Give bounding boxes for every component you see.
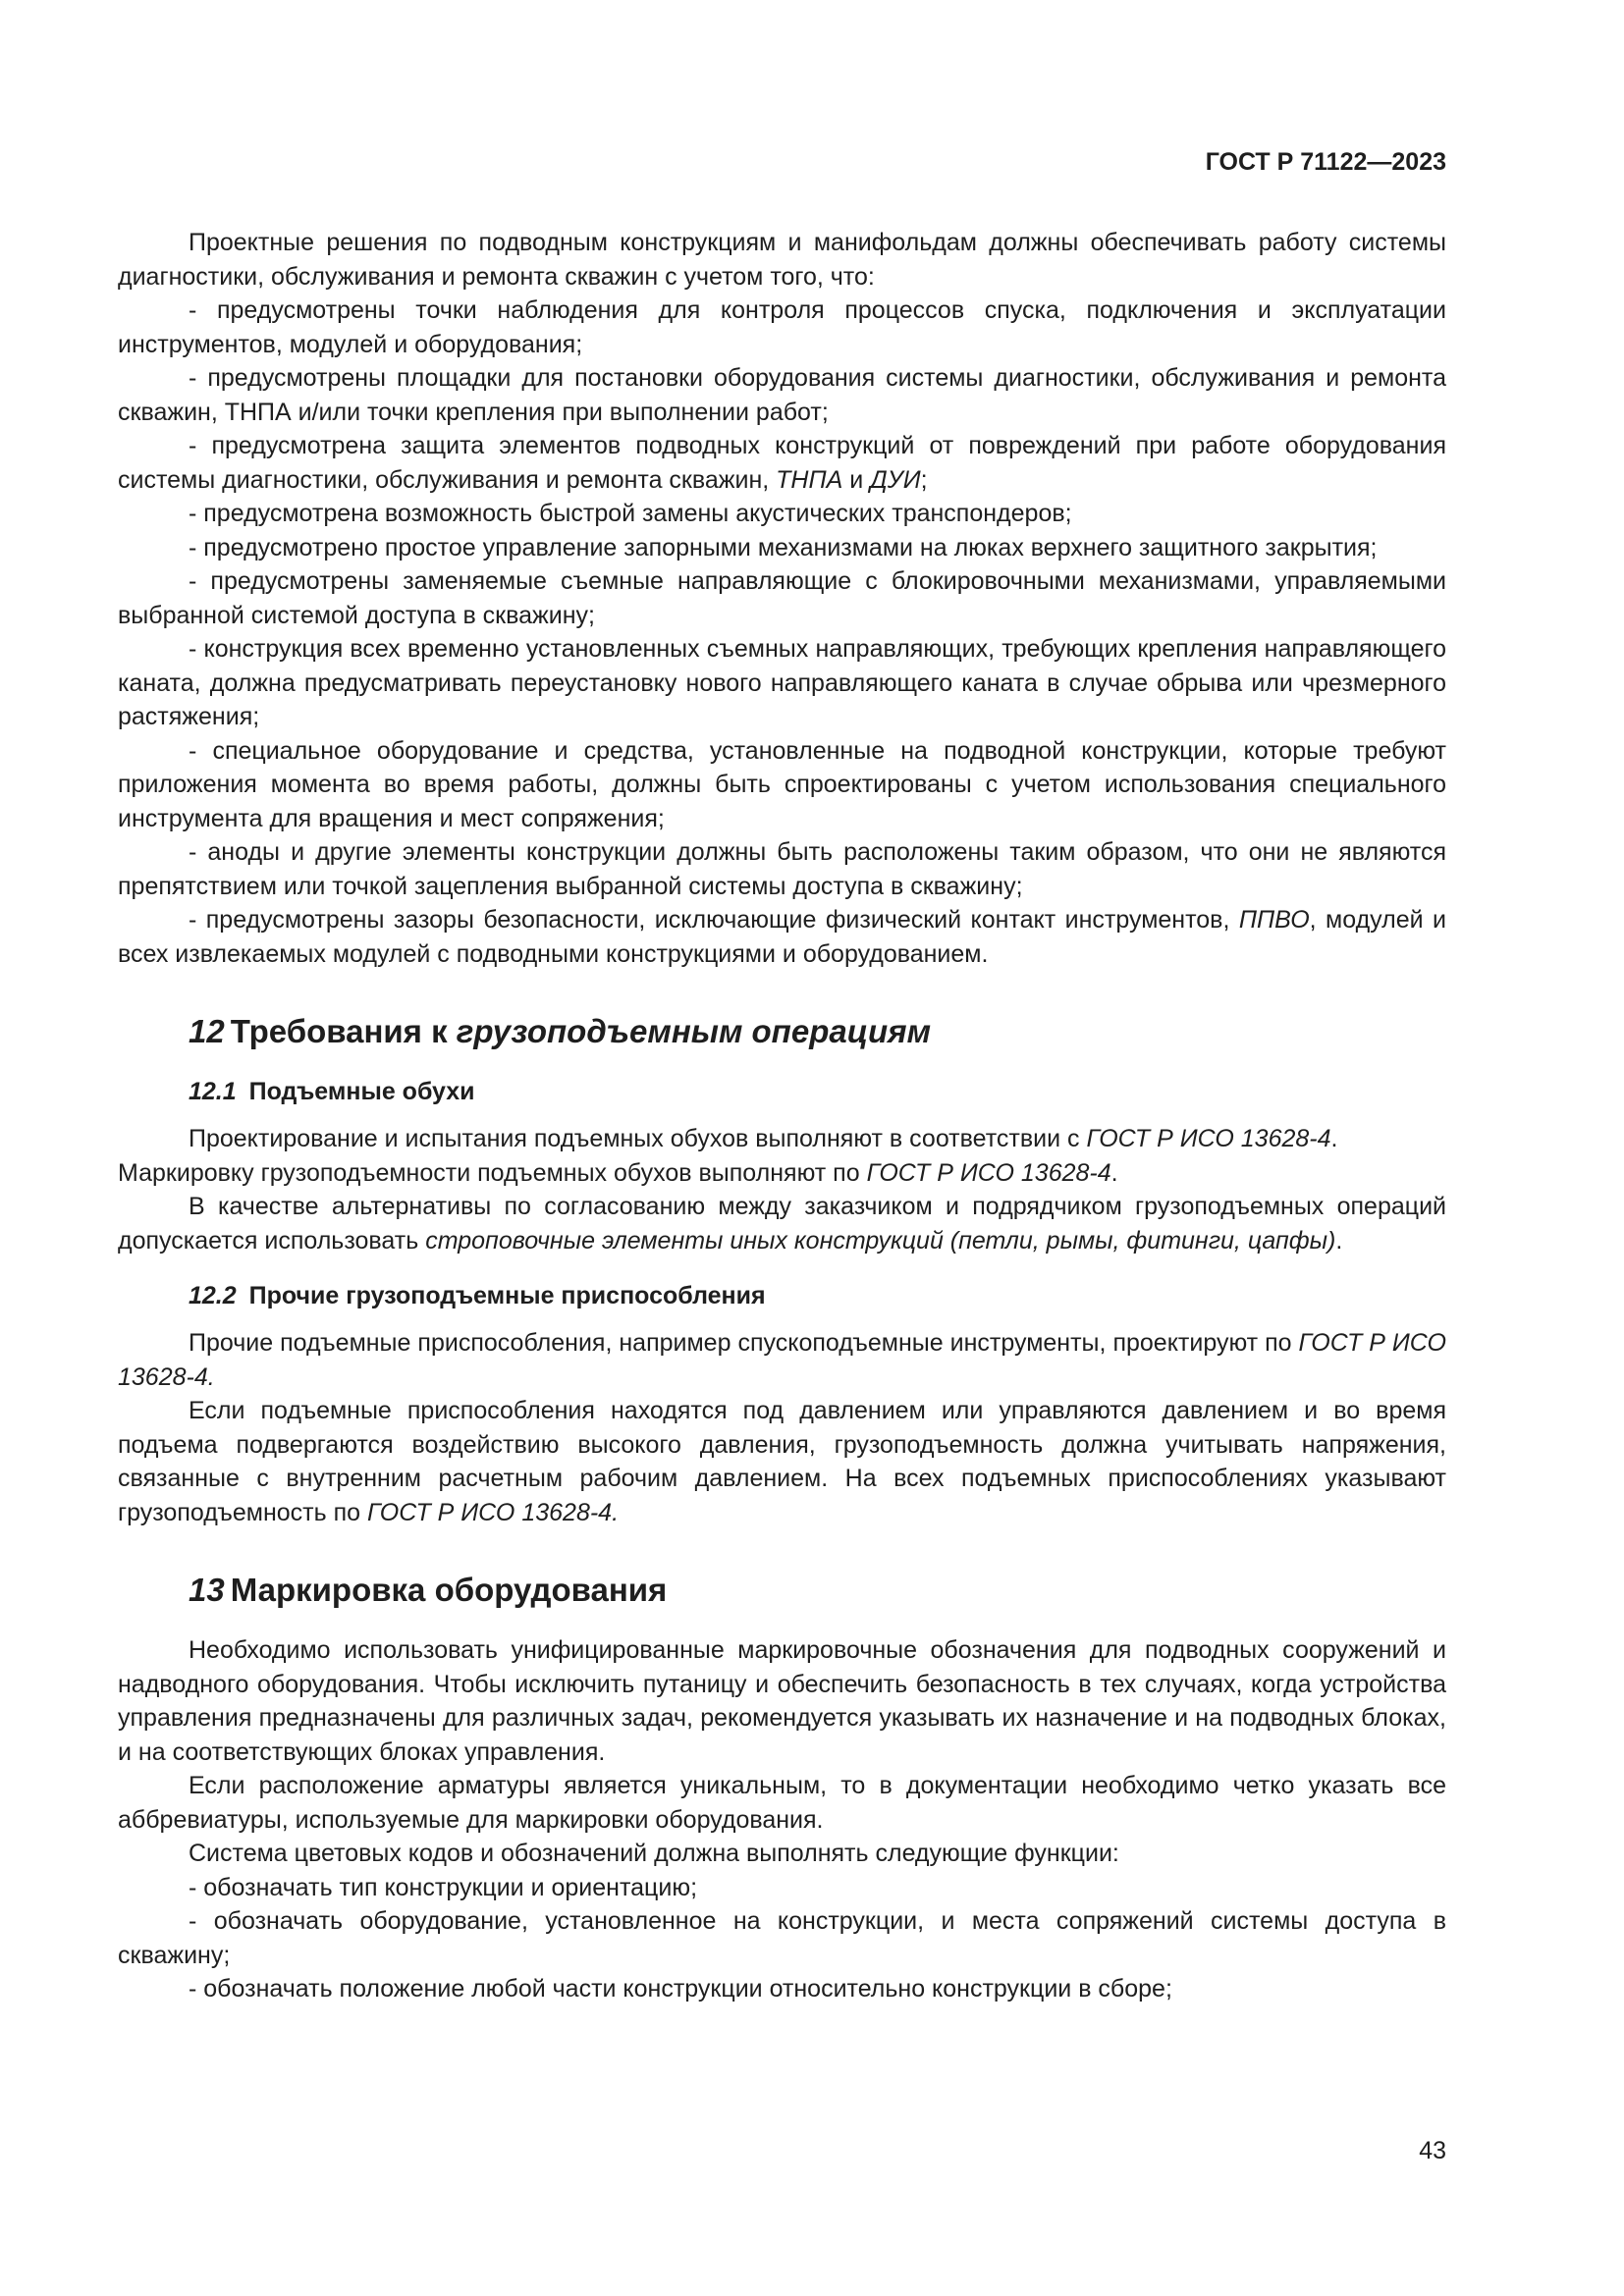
section-title-italic: грузоподъемным операциям: [456, 1013, 932, 1049]
list-item: - специальное оборудование и средства, установленные на подводной конструкции, которые требуют приложения момента во время работы, должны быть спроектированы с учетом использования специального инструмента для вращения и мест сопряжения;: [118, 736, 1446, 832]
subsection-number: 12.2: [189, 1282, 237, 1309]
subsection-12-2-heading: [189, 1279, 1446, 1312]
standard-ref: ГОСТ Р ИСО 13628-4: [1086, 1125, 1331, 1152]
list-item: - аноды и другие элементы конструкции должны быть расположены таким образом, что они не являются препятствием или точкой зацепления выбранной системы доступа в скважину;: [118, 838, 1446, 900]
paragraph: [118, 1326, 1446, 1394]
page-content: [118, 226, 1446, 2006]
subsection-number: 12.1: [189, 1078, 237, 1105]
paragraph: [118, 1394, 1446, 1529]
section-13-heading: [189, 1571, 1446, 1610]
paragraph: Система цветовых кодов и обозначений должна выполнять следующие функции:: [189, 1840, 1119, 1867]
paragraph: Необходимо использовать унифицированные маркировочные обозначения для подводных сооружений и надводного оборудования. Чтобы исключить путаницу и обеспечить безопасность в тех случаях, когда устройства управления предназначены для различных задач, рекомендуется указывать их назначение и на подводных блоках, и на соответствующих блоках управления.: [118, 1636, 1446, 1766]
list-item: - предусмотрена возможность быстрой замены акустических транспондеров;: [189, 500, 1072, 527]
text-run: .: [1110, 1158, 1118, 1187]
document-header: ГОСТ Р 71122—2023: [1205, 148, 1446, 176]
text-run: Проектирование и испытания подъемных обухов выполняют в соответствии с: [189, 1125, 1087, 1152]
list-item: - обозначать тип конструкции и ориентацию;: [189, 1873, 698, 1901]
section-12-heading: [189, 1012, 1446, 1051]
text-run: .: [1330, 1125, 1338, 1152]
text-run: - предусмотрена защита элементов подводных конструкций от повреждений при работе оборудования системы диагностики, обслуживания и ремонта скважин,: [118, 432, 1446, 494]
list-item: - предусмотрены заменяемые съемные направляющие с блокировочными механизмами, управляемыми выбранной системой доступа в скважину;: [118, 567, 1446, 629]
section-title: Маркировка оборудования: [230, 1572, 668, 1608]
standard-ref: ГОСТ Р ИСО 13628-4.: [367, 1498, 620, 1526]
paragraph: [118, 1122, 1446, 1156]
text-run: ;: [920, 465, 928, 494]
text-run: - предусмотрены зазоры безопасности, исключающие физический контакт инструментов,: [189, 906, 1239, 934]
standard-ref: ГОСТ Р ИСО 13628-4: [866, 1158, 1111, 1187]
text-run: Маркировку грузоподъемности подъемных обухов выполняют по: [118, 1158, 867, 1187]
text-run: .: [1335, 1226, 1343, 1255]
abbr-tnpa: ТНПА: [776, 465, 843, 494]
list-item: - конструкция всех временно установленных съемных направляющих, требующих крепления направляющего каната, должна предусматривать переустановку нового направляющего каната в случае обрыва или чрезмерного растяжения;: [118, 635, 1446, 730]
text-run: и: [842, 465, 871, 494]
subsection-title: Прочие грузоподъемные приспособления: [248, 1282, 766, 1309]
italic-run: строповочные элементы иных конструкций (петли, рымы, фитинги, цапфы): [425, 1226, 1336, 1255]
subsection-title: Подъемные обухи: [248, 1078, 475, 1105]
section-title: Требования к: [230, 1013, 457, 1049]
paragraph: [118, 1156, 1446, 1191]
standard-ref: ГОСТ Р ИСО 13628-4.: [118, 1329, 1446, 1391]
paragraph: Если расположение арматуры является уникальным, то в документации необходимо четко указать все аббревиатуры, используемые для маркировки оборудования.: [118, 1772, 1446, 1834]
list-item: - обозначать положение любой части конструкции относительно конструкции в сборе;: [189, 1975, 1172, 2002]
paragraph: [118, 1190, 1446, 1257]
section-number: 12: [189, 1013, 225, 1049]
list-item: - предусмотрены площадки для постановки оборудования системы диагностики, обслуживания и ремонта скважин, ТНПА и/или точки крепления при выполнении работ;: [118, 364, 1446, 426]
list-item: - обозначать оборудование, установленное на конструкции, и места сопряжений системы доступа в скважину;: [118, 1907, 1446, 1969]
list-item: [118, 903, 1446, 971]
list-item: - предусмотрено простое управление запорными механизмами на люках верхнего защитного закрытия;: [189, 533, 1378, 561]
list-item: [118, 429, 1446, 497]
text-run: , модулей и всех извлекаемых модулей с подводными конструкциями и оборудованием.: [118, 906, 1446, 968]
text-run: Если подъемные приспособления находятся под давлением или управляются давлением и во время подъема подвергаются воздействию высокого давления, грузоподъемность должна учитывать напряжения, связанные с внутренним расчетным рабочим давлением. На всех подъемных приспособлениях указывают грузоподъемность по: [118, 1397, 1446, 1526]
abbr-dui: ДУИ: [870, 465, 921, 494]
text-run: В качестве альтернативы по согласованию между заказчиком и подрядчиком грузоподъемных операций допускается использовать: [118, 1193, 1446, 1255]
page-number: 43: [1419, 2137, 1446, 2164]
intro-lead: Проектные решения по подводным конструкциям и манифольдам должны обеспечивать работу системы диагностики, обслуживания и ремонта скважин с учетом того, что:: [118, 229, 1446, 291]
abbr-ppvo: ППВО: [1238, 906, 1310, 934]
list-item: - предусмотрены точки наблюдения для контроля процессов спуска, подключения и эксплуатации инструментов, модулей и оборудования;: [118, 296, 1446, 358]
section-number: 13: [189, 1572, 225, 1608]
text-run: Прочие подъемные приспособления, например спускоподъемные инструменты, проектируют по: [189, 1329, 1299, 1357]
subsection-12-1-heading: [189, 1075, 1446, 1108]
